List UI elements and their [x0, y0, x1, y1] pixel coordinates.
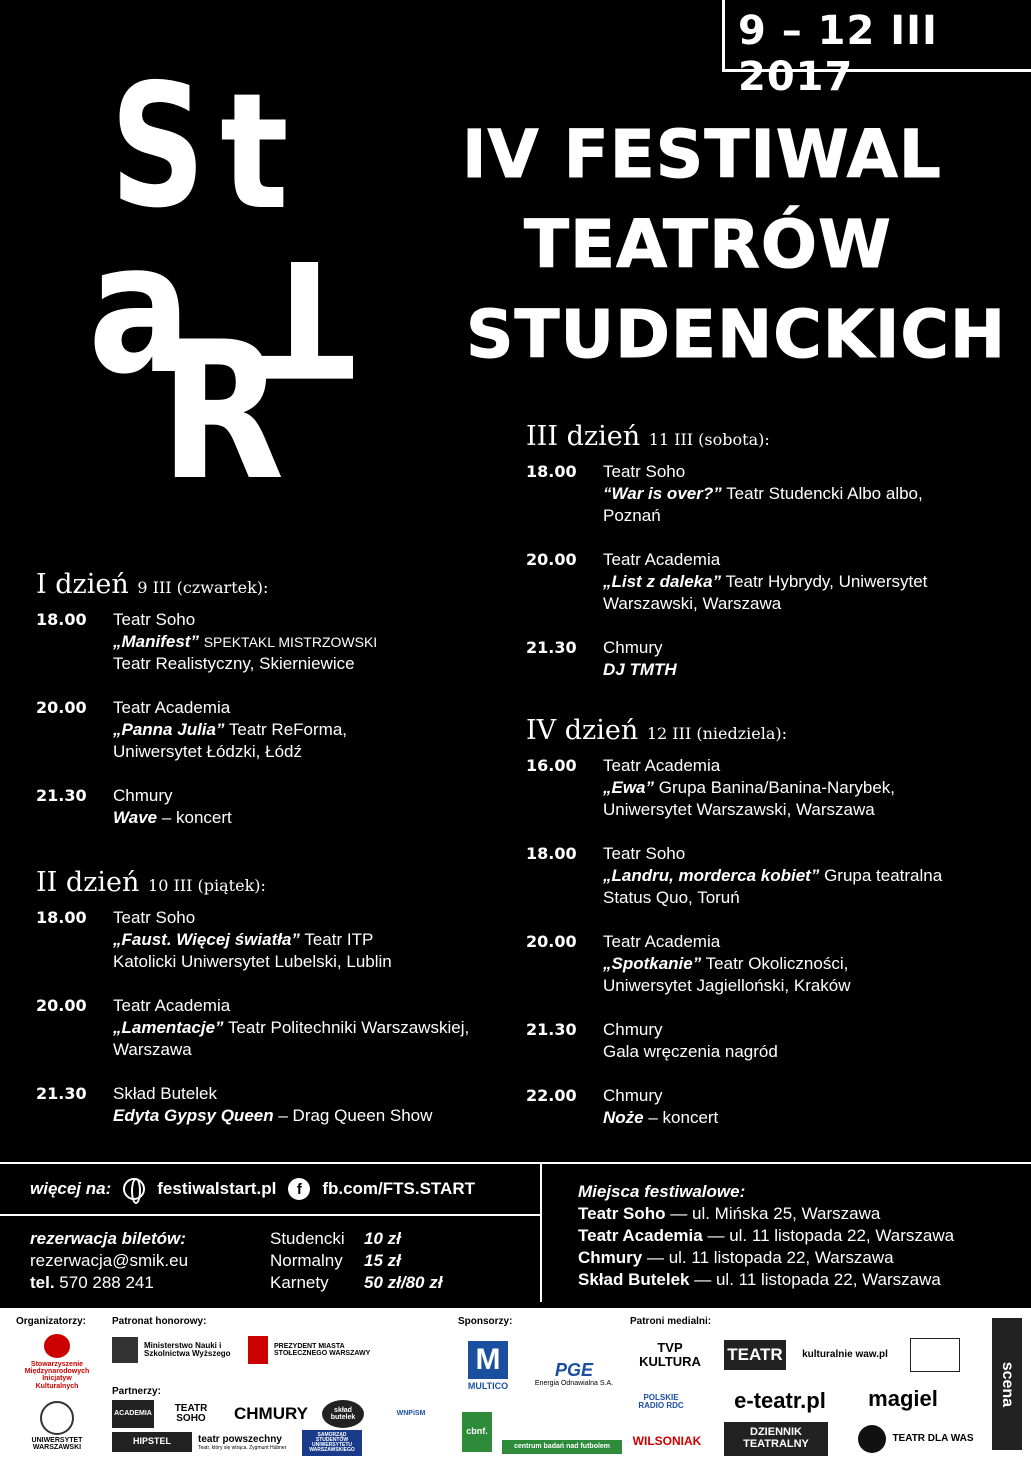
event-venue: Teatr Academia [113, 698, 231, 717]
ministry-logo: Ministerstwo Nauki i Szkolnictwa Wyższego [112, 1332, 242, 1368]
price-label: Studencki [270, 1229, 345, 1248]
teatr-soho-logo: TEATR SOHO [174, 1402, 208, 1424]
sklad-butelek-logo: skład butelek [322, 1400, 364, 1428]
reservation-label: rezerwacja biletów: [30, 1229, 186, 1248]
event-time: 20.00 [36, 996, 87, 1015]
schedule-event [526, 1085, 996, 1129]
event-company: Grupa teatralna [824, 866, 943, 885]
venue-name: Chmury [578, 1248, 643, 1267]
title-line-1: IV FESTIWAL [462, 116, 942, 193]
e-teatr-logo: e-teatr.pl [734, 1388, 826, 1414]
venue-row [578, 1269, 954, 1291]
festival-venues [578, 1181, 954, 1291]
event-location: Status Quo, Toruń [603, 888, 740, 907]
warsaw-mayor-logo: PREZYDENT MIASTA STOŁECZNEGO WARSZAWY [248, 1332, 388, 1368]
event-title: Noże [603, 1108, 644, 1127]
event-venue: Teatr Academia [603, 756, 721, 775]
schedule-event [526, 755, 996, 821]
logo-letter-s: S [110, 48, 206, 246]
event-company: SPEKTAKL MISTRZOWSKI [203, 634, 378, 650]
event-company: Teatr Okoliczności, [705, 954, 849, 973]
wnpism-logo: WNPiSM [396, 1410, 426, 1418]
event-company: Gala wręczenia nagród [603, 1042, 778, 1061]
event-venue: Chmury [603, 1086, 663, 1105]
scena-logo: scena [992, 1318, 1022, 1450]
event-venue: Teatr Academia [113, 996, 231, 1015]
tel-number: 570 288 241 [59, 1273, 154, 1292]
pge-logo: PGE Energia Odnawialna S.A. [534, 1359, 614, 1387]
info-band-divider [540, 1162, 542, 1302]
event-company: – koncert [648, 1108, 719, 1127]
sponsors-label: Sponsorzy: [458, 1316, 513, 1327]
day-label: I dzień [36, 569, 129, 600]
hipstel-logo: HIPSTEL [112, 1432, 192, 1452]
day-label: III dzień [526, 421, 641, 452]
price-row [270, 1228, 442, 1250]
day-heading [526, 716, 996, 749]
event-time: 21.30 [36, 786, 87, 805]
media-patrons-label: Patroni medialni: [630, 1316, 712, 1327]
schedule-event [36, 1083, 506, 1127]
ticket-prices [270, 1228, 442, 1294]
event-line [113, 929, 392, 951]
sponsors-strip [0, 1308, 1031, 1458]
event-time: 18.00 [526, 844, 577, 863]
teatr-dla-was-logo: TEATR DLA WAS [856, 1424, 976, 1454]
venue-name: Teatr Soho [578, 1204, 666, 1223]
schedule-event [526, 1019, 996, 1063]
event-venue: Teatr Soho [603, 462, 686, 481]
multico-logo: M MULTICO [458, 1334, 518, 1398]
event-time: 20.00 [526, 550, 577, 569]
tvp-kultura-logo: TVP KULTURA [639, 1340, 701, 1369]
schedule-event [36, 785, 506, 829]
teatr-magazine-logo: TEATR [724, 1340, 786, 1370]
schedule-event [36, 609, 506, 675]
day-4-schedule [526, 716, 996, 1151]
info-band-mid-line [0, 1214, 540, 1216]
event-company: Teatr Hybrydy, Uniwersytet [725, 572, 928, 591]
event-location: Uniwersytet Jagielloński, Kraków [603, 976, 851, 995]
schedule-event [526, 843, 996, 909]
day-label: IV dzień [526, 715, 639, 746]
event-line [113, 1017, 469, 1039]
logo-letter-t1: t [220, 58, 289, 245]
event-venue: Teatr Soho [113, 908, 196, 927]
centrum-badan-logo: centrum badań nad futbolem [502, 1440, 622, 1454]
event-title: „Spotkanie” [603, 954, 702, 973]
event-details [113, 785, 232, 829]
event-details [603, 843, 942, 909]
chmury-logo: CHMURY [234, 1404, 308, 1424]
event-company: Teatr ITP [304, 930, 374, 949]
event-line [603, 659, 677, 681]
event-location: Poznań [603, 506, 661, 525]
day-1-schedule [36, 570, 506, 851]
day-date: 11 III (sobota): [648, 430, 770, 449]
event-details [603, 1085, 718, 1129]
event-title: „List z daleka” [603, 572, 722, 591]
event-title: “War is over?” [603, 484, 722, 503]
logo-letter-r: R [160, 301, 285, 522]
event-company: – Drag Queen Show [278, 1106, 433, 1125]
price-row [270, 1250, 442, 1272]
event-details [603, 1019, 778, 1063]
event-time: 18.00 [526, 462, 577, 481]
event-line [603, 483, 923, 505]
wilsoniak-logo: WILSONIAK [632, 1433, 702, 1448]
day-2-schedule [36, 868, 506, 1149]
event-line [603, 1041, 778, 1063]
title-line-2: TEATRÓW [524, 206, 892, 283]
venue-address: — ul. 11 listopada 22, Warszawa [707, 1226, 955, 1245]
event-title: DJ TMTH [603, 660, 677, 679]
festival-date: 9 – 12 III 2017 [738, 8, 938, 100]
event-company: Teatr Politechniki Warszawskiej, [227, 1018, 470, 1037]
teatr-powszechny-logo: teatr powszechny Teatr, który się wtrąca. Zygmunt Hübner [198, 1434, 287, 1451]
event-title: Wave [113, 808, 158, 827]
event-line [113, 719, 347, 741]
event-time: 21.30 [526, 1020, 577, 1039]
event-title: „Panna Julia” [113, 720, 225, 739]
partners-label: Partnerzy: [112, 1386, 161, 1397]
logo-letter-a: a [88, 205, 192, 414]
event-time: 16.00 [526, 756, 577, 775]
event-company: Teatr ReForma, [228, 720, 347, 739]
academia-logo: ACADEMIA [112, 1400, 154, 1428]
event-venue: Chmury [113, 786, 173, 805]
event-company: – koncert [161, 808, 232, 827]
polskie-radio-rdc-logo: POLSKIE RADIO RDC [638, 1392, 684, 1410]
event-title: „Landru, morderca kobiet” [603, 866, 820, 885]
festival-title [462, 110, 1007, 380]
teatr-praga-logo [910, 1338, 960, 1372]
event-details [113, 907, 392, 973]
event-time: 20.00 [36, 698, 87, 717]
info-band-top-line [0, 1162, 1031, 1164]
event-line [113, 807, 232, 829]
price-row [270, 1272, 442, 1294]
event-details [113, 697, 347, 763]
event-title: Edyta Gypsy Queen [113, 1106, 274, 1125]
day-heading [36, 570, 506, 603]
schedule-event [526, 931, 996, 997]
kulturalnie-logo: kulturalnie waw.pl [802, 1348, 888, 1360]
event-details [603, 461, 923, 527]
honorary-label: Patronat honorowy: [112, 1316, 207, 1327]
event-title: „Ewa” [603, 778, 655, 797]
event-company: Grupa Banina/Banina-Narybek, [658, 778, 896, 797]
event-line [113, 631, 377, 653]
price-value: 50 zł/80 zł [364, 1273, 443, 1292]
event-line [603, 953, 851, 975]
event-location: Warszawski, Warszawa [603, 594, 782, 613]
event-line [603, 1107, 718, 1129]
venue-address: — ul. Mińska 25, Warszawa [670, 1204, 881, 1223]
venues-label: Miejsca festiwalowe: [578, 1182, 746, 1201]
event-location: Uniwersytet Łódzki, Łódź [113, 742, 302, 761]
event-venue: Chmury [603, 638, 663, 657]
more-label: więcej na: [30, 1179, 112, 1198]
logo-letter-t2: T [255, 224, 354, 411]
event-time: 18.00 [36, 908, 87, 927]
day-date: 9 III (czwartek): [137, 578, 269, 597]
event-time: 18.00 [36, 610, 87, 629]
website-link[interactable]: festiwalstart.pl [157, 1179, 277, 1198]
event-time: 22.00 [526, 1086, 577, 1105]
event-details [603, 931, 851, 997]
event-time: 20.00 [526, 932, 577, 951]
event-line [603, 777, 895, 799]
event-venue: Teatr Academia [603, 550, 721, 569]
schedule-event [36, 907, 506, 973]
schedule-event [526, 549, 996, 615]
tel-label: tel. [30, 1273, 55, 1292]
event-venue: Teatr Soho [113, 610, 196, 629]
event-title: „Lamentacje” [113, 1018, 224, 1037]
event-venue: Teatr Academia [603, 932, 721, 951]
event-location: Katolicki Uniwersytet Lubelski, Lublin [113, 952, 392, 971]
event-venue: Skład Butelek [113, 1084, 217, 1103]
event-time: 21.30 [526, 638, 577, 657]
event-details [113, 995, 469, 1061]
venue-address: — ul. 11 listopada 22, Warszawa [646, 1248, 894, 1267]
event-time: 21.30 [36, 1084, 87, 1103]
event-details [113, 1083, 432, 1127]
day-3-schedule [526, 422, 996, 703]
smik-logo: Stowarzyszenie Międzynarodowych Inicjatyw Kulturalnych [22, 1334, 92, 1390]
day-date: 12 III (niedziela): [646, 724, 788, 743]
organizers-label: Organizatorzy: [16, 1316, 87, 1327]
start-logo [80, 48, 354, 522]
reservation-info [30, 1228, 188, 1294]
price-label: Karnety [270, 1273, 329, 1292]
samorzad-logo: SAMORZĄD STUDENTÓW UNIWERSYTETU WARSZAWSKIEGO [302, 1430, 362, 1456]
price-value: 15 zł [364, 1251, 401, 1270]
event-line [603, 571, 927, 593]
facebook-icon: f [288, 1178, 310, 1200]
venue-row [578, 1247, 954, 1269]
event-company: Teatr Studencki Albo albo, [726, 484, 923, 503]
more-info [30, 1178, 475, 1200]
facebook-link[interactable]: fb.com/FTS.START [322, 1179, 475, 1198]
event-venue: Teatr Soho [603, 844, 686, 863]
day-heading [526, 422, 996, 455]
event-venue: Chmury [603, 1020, 663, 1039]
event-details [603, 549, 927, 615]
day-date: 10 III (piątek): [148, 876, 266, 895]
magiel-logo: magiel [868, 1386, 938, 1412]
venue-row [578, 1203, 954, 1225]
schedule-event [36, 697, 506, 763]
venue-address: — ul. 11 listopada 22, Warszawa [694, 1270, 941, 1289]
title-line-3: STUDENCKICH [466, 296, 1007, 373]
event-title: „Faust. Więcej światła” [113, 930, 300, 949]
event-details [113, 609, 377, 675]
globe-icon [123, 1178, 145, 1200]
dziennik-teatralny-logo: DZIENNIK TEATRALNY [724, 1422, 828, 1456]
event-location: Warszawa [113, 1040, 192, 1059]
schedule-event [526, 637, 996, 681]
event-details [603, 755, 895, 821]
schedule-event [526, 461, 996, 527]
cbnf-logo: cbnf. [462, 1412, 492, 1452]
day-heading [36, 868, 506, 901]
reservation-email[interactable]: rezerwacja@smik.eu [30, 1251, 189, 1270]
uw-logo: UNIWERSYTET WARSZAWSKI [22, 1398, 92, 1454]
event-line [113, 1105, 432, 1127]
event-location: Teatr Realistyczny, Skierniewice [113, 654, 355, 673]
event-location: Uniwersytet Warszawski, Warszawa [603, 800, 875, 819]
event-title: „Manifest” [113, 632, 199, 651]
venue-name: Skład Butelek [578, 1270, 690, 1289]
day-label: II dzień [36, 867, 140, 898]
event-line [603, 865, 942, 887]
price-value: 10 zł [364, 1229, 401, 1248]
venue-row [578, 1225, 954, 1247]
venue-name: Teatr Academia [578, 1226, 703, 1245]
schedule-event [36, 995, 506, 1061]
price-label: Normalny [270, 1251, 343, 1270]
event-details [603, 637, 677, 681]
